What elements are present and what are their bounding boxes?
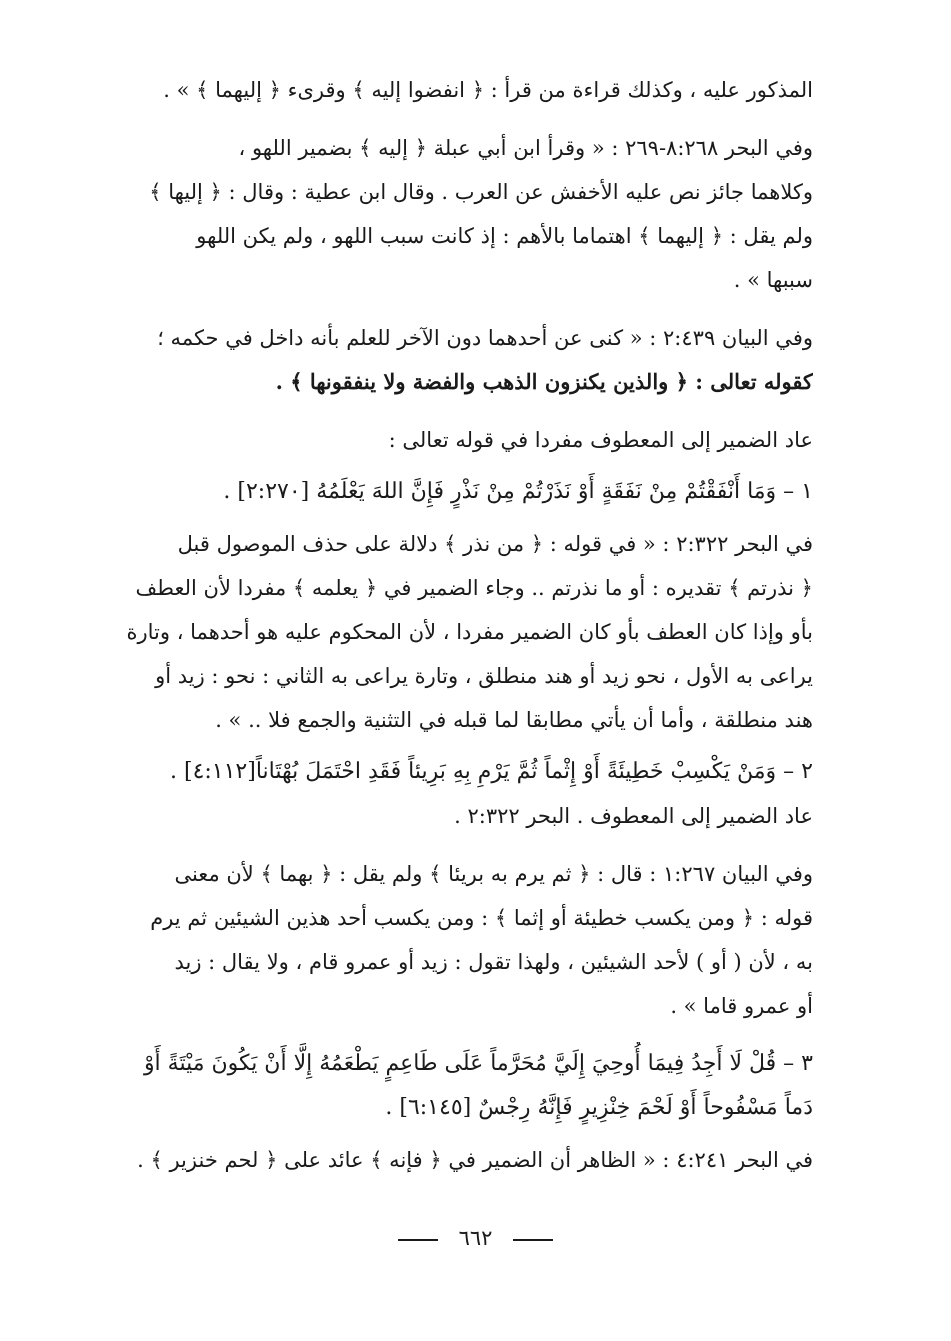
text-line: هند منطلقة ، وأما أن يأتي مطابقا لما قبله في التثنية والجمع فلا .. » . bbox=[215, 708, 813, 732]
verse-3 bbox=[103, 1042, 813, 1130]
paragraph-bayan-1 bbox=[103, 316, 813, 404]
paragraph-bahr-3 bbox=[103, 1138, 813, 1182]
dash-right bbox=[398, 1239, 438, 1241]
verse-line: ٣ – قُلْ لَا أَجِدُ فِيمَا أُوحِيَ إِلَيَّ مُحَرَّماً عَلَى طَاعِمٍ يَطْعَمُهُ إِلَّا أَنْ يَكُونَ مَيْتَةً أَوْ bbox=[143, 1051, 813, 1076]
text-line: المذكور عليه ، وكذلك قراءة من قرأ : ﴿ انفضوا إليه ﴾ وقرىء ﴿ إليهما ﴾ » . bbox=[163, 78, 813, 102]
text-line: ﴿ نذرتم ﴾ تقديره : أو ما نذرتم .. وجاء الضمير في ﴿ يعلمه ﴾ مفردا لأن العطف bbox=[135, 576, 813, 600]
text-line: في البحر ٤:٢٤١ : « الظاهر أن الضمير في ﴿ فإنه ﴾ عائد على ﴿ لحم خنزير ﴾ . bbox=[137, 1148, 813, 1172]
page-footer bbox=[0, 1226, 951, 1250]
verse-2 bbox=[103, 750, 813, 838]
section-heading bbox=[103, 418, 813, 462]
text-line: ولم يقل : ﴿ إليهما ﴾ اهتماما بالأهم : إذ كانت سبب اللهو ، ولم يكن اللهو bbox=[196, 224, 813, 248]
paragraph-1 bbox=[103, 68, 813, 112]
text-line: يراعى به الأول ، نحو زيد أو هند منطلق ، وتارة يراعى به الثاني : نحو : زيد أو bbox=[155, 664, 813, 688]
verse-1 bbox=[103, 470, 813, 514]
verse-line: دَماً مَسْفُوحاً أَوْ لَحْمَ خِنْزِيرٍ فَإِنَّهُ رِجْسٌ [٦:١٤٥] . bbox=[385, 1095, 813, 1120]
text-line: أو عمرو قاما » . bbox=[670, 994, 813, 1018]
text-line: سببها » . bbox=[733, 268, 813, 292]
text-line: بأو وإذا كان العطف بأو كان الضمير مفردا ، لأن المحكوم عليه هو أحدهما ، وتارة bbox=[126, 620, 813, 644]
paragraph-bahr-2 bbox=[103, 522, 813, 742]
text-line: به ، لأن ( أو ) لأحد الشيئين ، ولهذا تقول : زيد أو عمرو قام ، ولا يقال : زيد bbox=[174, 950, 813, 974]
page-body bbox=[103, 68, 813, 1190]
text-line: وفي البحر ٨:٢٦٨-٢٦٩ : « وقرأ ابن أبي عبلة ﴿ إليه ﴾ بضمير اللهو ، bbox=[238, 136, 813, 160]
text-line: عاد الضمير إلى المعطوف مفردا في قوله تعالى : bbox=[388, 428, 813, 452]
dash-left bbox=[513, 1239, 553, 1241]
text-line: وفي البيان ١:٢٦٧ : قال : ﴿ ثم يرم به بريئا ﴾ ولم يقل : ﴿ بهما ﴾ لأن معنى bbox=[174, 862, 813, 886]
paragraph-bahr-1 bbox=[103, 126, 813, 302]
text-line: قوله : ﴿ ومن يكسب خطيئة أو إثما ﴾ : ومن يكسب أحد هذين الشيئين ثم يرم bbox=[150, 906, 813, 930]
verse-line: ٢ – وَمَنْ يَكْسِبْ خَطِيئَةً أَوْ إِثْماً ثُمَّ يَرْمِ بِهِ بَرِيئاً فَقَدِ احْتَمَلَ بُهْتَاناً[٤:١١٢] . bbox=[169, 759, 813, 784]
page-number: ٦٦٢ bbox=[458, 1226, 493, 1250]
paragraph-bayan-2 bbox=[103, 852, 813, 1028]
text-line: في البحر ٢:٣٢٢ : « في قوله : ﴿ من نذر ﴾ دلالة على حذف الموصول قبل bbox=[177, 532, 813, 556]
text-line: عاد الضمير إلى المعطوف . البحر ٢:٣٢٢ . bbox=[454, 804, 813, 828]
text-line: وفي البيان ٢:٤٣٩ : « كنى عن أحدهما دون الآخر للعلم بأنه داخل في حكمه ؛ bbox=[157, 326, 813, 350]
verse-line: ١ – وَمَا أَنْفَقْتُمْ مِنْ نَفَقَةٍ أَوْ نَذَرْتُمْ مِنْ نَذْرٍ فَإِنَّ اللهَ يَعْلَمُهُ [٢:٢٧٠] . bbox=[223, 479, 813, 504]
text-line: وكلاهما جائز نص عليه الأخفش عن العرب . وقال ابن عطية : وقال : ﴿ إليها ﴾ bbox=[149, 180, 813, 204]
text-line: كقوله تعالى : ﴿ والذين يكنزون الذهب والفضة ولا ينفقونها ﴾ . bbox=[275, 369, 813, 394]
